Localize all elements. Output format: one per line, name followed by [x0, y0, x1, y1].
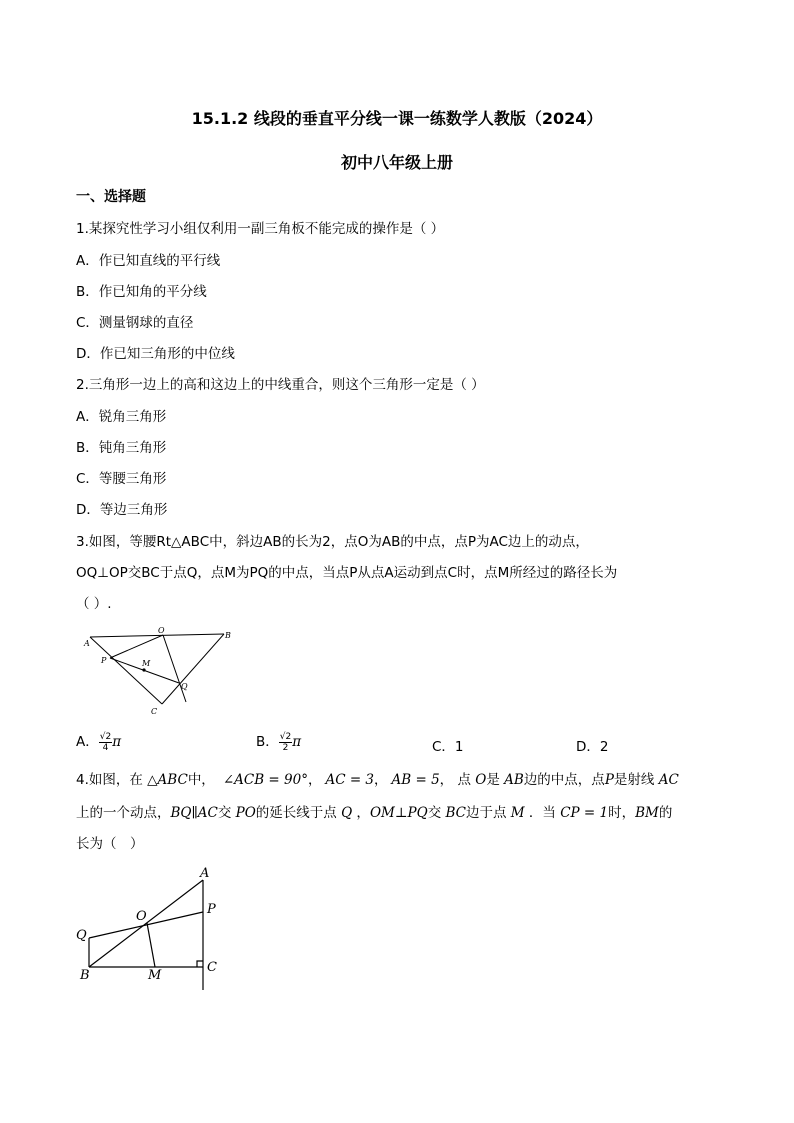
- point-m: [142, 668, 145, 671]
- label-a: A: [200, 866, 210, 881]
- label-c: C: [207, 960, 217, 975]
- q4-math: ∠ACB = 90°: [222, 772, 308, 788]
- question-3-option-d: D．2: [576, 739, 609, 755]
- question-3-stem-line2: OQ⊥OP交BC于点Q，点M为PQ的中点，当点P从点A运动到点C时，点M所经过的路径长为: [76, 565, 618, 581]
- segment-bc: [162, 634, 224, 704]
- q4-text: 的: [658, 805, 673, 821]
- label-p: P: [101, 656, 107, 665]
- question-3-figure: [76, 622, 246, 718]
- label-a: A: [84, 639, 90, 648]
- question-1-stem: 1.某探究性学习小组仅利用一副三角板不能完成的操作是（ ）: [76, 221, 445, 237]
- question-3-option-a: [76, 730, 121, 753]
- q4-text: 的延长线于点: [255, 805, 342, 821]
- q4-math: AB: [504, 772, 524, 788]
- label-b: B: [225, 631, 231, 640]
- segment-om: [147, 923, 155, 967]
- option-b-denominator: 2: [282, 742, 289, 753]
- option-a-denominator: 4: [102, 742, 109, 753]
- q4-math: O: [475, 772, 487, 788]
- section-heading: 一、选择题: [76, 189, 146, 205]
- option-a-numerator: √2: [99, 731, 112, 742]
- question-2-option-c: C．等腰三角形: [76, 471, 167, 487]
- q4-text: ，: [352, 805, 370, 821]
- label-q: Q: [181, 682, 188, 691]
- question-2-option-b: B．钝角三角形: [76, 440, 167, 456]
- q4-math: PO: [235, 805, 256, 821]
- segment-op: [110, 635, 163, 658]
- label-c: C: [151, 707, 158, 716]
- q4-text: ，: [307, 772, 322, 788]
- option-b-prefix: B．: [256, 734, 279, 750]
- label-q: Q: [76, 928, 87, 943]
- q4-text: 是射线: [613, 772, 659, 788]
- question-4-stem-line2: [76, 801, 672, 821]
- option-b-numerator: √2: [279, 731, 292, 742]
- label-o: O: [158, 626, 165, 635]
- q4-math: M: [510, 805, 525, 821]
- option-a-pi: π: [112, 734, 122, 750]
- q4-math: BQ∥AC: [170, 805, 218, 821]
- q4-math: AB = 5: [391, 772, 440, 788]
- q4-math: Q: [341, 805, 353, 821]
- question-3-option-b: [256, 730, 301, 753]
- q4-text: 上的一个动点，: [76, 805, 171, 821]
- question-1-option-a: A．作已知直线的平行线: [76, 253, 221, 269]
- label-m: M: [148, 968, 162, 983]
- question-1-option-b: B．作已知角的平分线: [76, 284, 207, 300]
- question-3-stem-line3: （ ）.: [76, 596, 112, 612]
- segment-ac: [90, 637, 162, 704]
- q4-text: 时，: [608, 805, 636, 821]
- q4-math: OM⊥PQ: [369, 805, 428, 821]
- q4-text: 交: [427, 805, 446, 821]
- q4-text: ．当: [524, 805, 561, 821]
- q4-math: AC: [658, 772, 679, 788]
- question-2-option-a: A．锐角三角形: [76, 409, 167, 425]
- option-a-fraction: [99, 732, 112, 753]
- question-1-option-d: D．作已知三角形的中位线: [76, 346, 235, 362]
- question-3-option-c: C．1: [432, 739, 464, 755]
- q4-text: 交: [217, 805, 236, 821]
- q4-math: AC = 3: [325, 772, 375, 788]
- question-4-stem-line1: [76, 768, 679, 788]
- question-4-figure: [72, 860, 232, 994]
- label-p: P: [207, 902, 216, 917]
- q4-math: BC: [445, 805, 466, 821]
- q4-math: BM: [635, 805, 659, 821]
- option-b-fraction: [279, 732, 292, 753]
- q4-text: ，: [374, 772, 388, 788]
- segment-ab: [90, 634, 224, 637]
- q4-math: CP = 1: [560, 805, 609, 821]
- q4-text: ， 点: [439, 772, 476, 788]
- label-o: O: [136, 909, 147, 924]
- q4-math: △ABC: [147, 772, 188, 788]
- q4-text: 是: [486, 772, 505, 788]
- q4-math: P: [604, 772, 614, 788]
- q4-text: 边的中点，点: [523, 772, 605, 788]
- document-subtitle: 初中八年级上册: [340, 153, 453, 172]
- document-title: 15.1.2 线段的垂直平分线一课一练数学人教版（2024）: [191, 109, 603, 128]
- label-b: B: [80, 968, 90, 983]
- option-b-pi: π: [292, 734, 302, 750]
- q4-text: 边于点: [466, 805, 511, 821]
- question-2-stem: 2.三角形一边上的高和这边上的中线重合，则这个三角形一定是（ ）: [76, 377, 485, 393]
- right-angle-mark: [197, 961, 203, 967]
- q4-text: 中，: [187, 772, 215, 788]
- question-4-stem-line3: 长为（ ）: [76, 836, 144, 852]
- q4-text: 4.如图，在: [76, 772, 148, 788]
- label-m: M: [142, 659, 151, 668]
- segment-oq: [163, 635, 186, 702]
- question-3-stem-line1: 3.如图，等腰Rt△ABC中，斜边AB的长为2，点O为AB的中点，点P为AC边上的动点，: [76, 534, 589, 550]
- question-1-option-c: C．测量钢球的直径: [76, 315, 194, 331]
- option-a-prefix: A．: [76, 734, 99, 750]
- question-2-option-d: D．等边三角形: [76, 502, 168, 518]
